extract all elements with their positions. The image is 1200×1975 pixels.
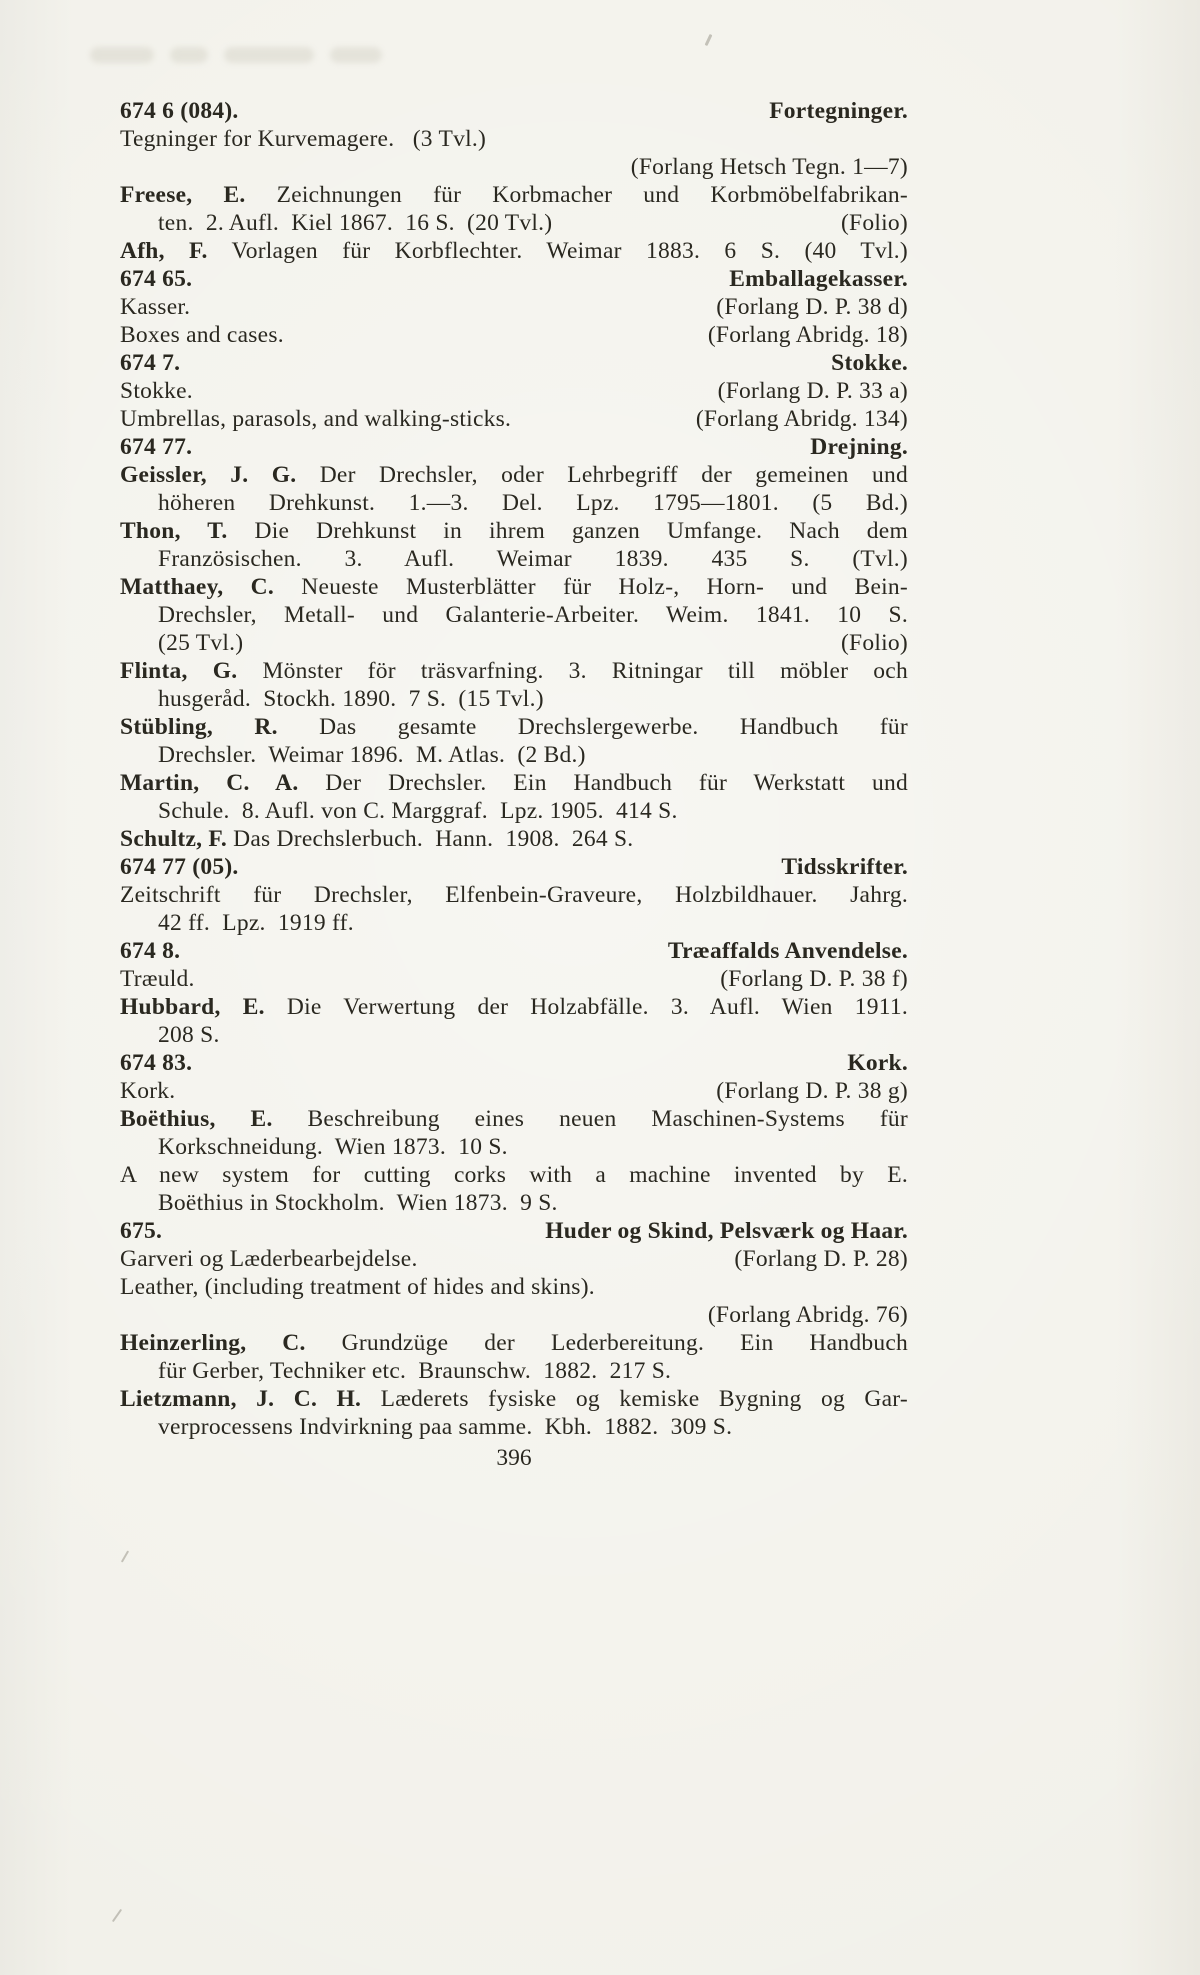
line-right (847, 1049, 908, 1077)
section-heading-line (120, 433, 908, 461)
entry-continuation-line (120, 545, 908, 573)
text-segment: höheren Drehkunst. 1.—3. Del. Lpz. 1795—1801. (5 Bd.) (158, 490, 908, 516)
text-segment: (Forlang Abridg. 18) (707, 322, 908, 348)
text-segment: Grundzüge der Lederbereitung. Ein Handbuch (305, 1330, 909, 1356)
bold-text-segment: Schultz, F. (120, 826, 227, 852)
text-segment: Stokke. (120, 378, 193, 404)
text-segment: (Forlang D. P. 38 f) (720, 966, 908, 992)
text-segment: (Forlang Hetsch Tegn. 1—7) (630, 154, 908, 180)
line-right (841, 209, 908, 237)
text-segment: Französischen. 3. Aufl. Weimar 1839. 435 S. (Tvl.) (158, 546, 908, 572)
text-segment: 208 S. (158, 1022, 220, 1048)
bold-text-segment: Thon, T. (120, 518, 228, 544)
entry-line (120, 825, 908, 853)
entry-continuation-line (120, 1413, 908, 1441)
entry-continuation-line (120, 797, 908, 825)
bold-text-segment: Kork. (847, 1050, 908, 1076)
line-left (120, 349, 180, 377)
bold-text-segment: Emballagekasser. (729, 266, 908, 292)
line-right (716, 1077, 908, 1105)
line-right (696, 405, 908, 433)
line-left (120, 293, 190, 321)
bold-text-segment: Stokke. (831, 350, 908, 376)
line-left (120, 97, 239, 125)
reference-line (120, 153, 908, 181)
line-left (158, 629, 243, 657)
line-right (668, 937, 908, 965)
line-left (120, 377, 193, 405)
entry-continuation-line (120, 1189, 908, 1217)
text-segment: Beschreibung eines neuen Maschinen-Systems für (272, 1106, 908, 1132)
text-segment: Die Verwertung der Holzabfälle. 3. Aufl. Wien 1911. (264, 994, 908, 1020)
section-heading-line (120, 1049, 908, 1077)
entry-continuation-line (120, 489, 908, 517)
bold-text-segment: Drejning. (810, 434, 908, 460)
text-segment: Das gesamte Drechslergewerbe. Handbuch für (277, 714, 909, 740)
text-segment: husgeråd. Stockh. 1890. 7 S. (15 Tvl.) (158, 686, 544, 712)
entry-line (120, 573, 908, 601)
bold-text-segment: 674 83. (120, 1050, 193, 1076)
entry-line (120, 1273, 908, 1301)
text-segment: Der Drechsler. Ein Handbuch für Werkstatt und (298, 770, 908, 796)
bold-text-segment: 674 8. (120, 938, 181, 964)
text-segment: (Forlang D. P. 38 g) (716, 1078, 908, 1104)
line-left (120, 433, 192, 461)
text-segment: Zeichnungen für Korbmacher und Korbmöbelfabrikan- (245, 182, 908, 208)
bold-text-segment: 674 77 (05). (120, 854, 239, 880)
text-segment: Boxes and cases. (120, 322, 284, 348)
entry-line (120, 1329, 908, 1357)
text-segment: Der Drechsler, oder Lehrbegriff der gemeinen und (296, 462, 908, 488)
text-segment: Die Drehkunst in ihrem ganzen Umfange. Nach dem (227, 518, 908, 544)
text-segment: (Forlang D. P. 28) (734, 1246, 908, 1272)
section-heading-line (120, 97, 908, 125)
entry-continuation-line (120, 1133, 908, 1161)
entry-continuation-line (120, 1357, 908, 1385)
bold-text-segment: Fortegninger. (769, 98, 908, 124)
entry-line (120, 517, 908, 545)
entry-line (120, 965, 908, 993)
entry-continuation-line (120, 209, 908, 237)
scan-artifact-mark (112, 1909, 122, 1922)
line-left (120, 1245, 418, 1273)
entry-line (120, 125, 908, 153)
bleedthrough-mark (90, 47, 382, 67)
bold-text-segment: Huder og Skind, Pelsværk og Haar. (545, 1218, 908, 1244)
entry-line (120, 1245, 908, 1273)
bold-text-segment: Afh, F. (120, 238, 208, 264)
bold-text-segment: 674 65. (120, 266, 193, 292)
text-segment: Kasser. (120, 294, 191, 320)
entry-line (120, 713, 908, 741)
bold-text-segment: Tidsskrifter. (781, 854, 908, 880)
text-segment: Vorlagen für Korbflechter. Weimar 1883. 6 S. (40 Tvl.) (207, 238, 908, 264)
line-left (120, 265, 192, 293)
section-heading-line (120, 937, 908, 965)
line-left (120, 853, 239, 881)
text-segment: Neueste Musterblätter für Holz-, Horn- und Bein- (274, 574, 908, 600)
line-left (120, 1049, 192, 1077)
bold-text-segment: Freese, E. (120, 182, 246, 208)
text-segment: Leather, (including treatment of hides and skins). (120, 1274, 595, 1300)
text-segment: (Forlang Abridg. 76) (707, 1302, 908, 1328)
line-left (120, 1077, 175, 1105)
text-segment: für Gerber, Techniker etc. Braunschw. 1882. 217 S. (158, 1358, 672, 1384)
line-left (120, 321, 284, 349)
bold-text-segment: Lietzmann, J. C. H. (120, 1386, 362, 1412)
entry-line (120, 237, 908, 265)
bold-text-segment: Hubbard, E. (120, 994, 265, 1020)
entry-line (120, 461, 908, 489)
text-segment: (Forlang D. P. 33 a) (717, 378, 908, 404)
bold-text-segment: 675. (120, 1218, 163, 1244)
entry-line (120, 405, 908, 433)
bold-text-segment: 674 77. (120, 434, 193, 460)
text-segment: (Folio) (840, 210, 908, 236)
entry-line (120, 881, 908, 909)
text-segment: Garveri og Læderbearbejdelse. (120, 1246, 418, 1272)
scan-artifact-mark (121, 1550, 129, 1562)
entry-line (120, 321, 908, 349)
line-right (841, 629, 908, 657)
text-segment: (Forlang D. P. 38 d) (716, 294, 908, 320)
page-text-block (120, 97, 908, 1441)
scan-artifact-mark (705, 34, 713, 46)
entry-line (120, 181, 908, 209)
section-heading-line (120, 1217, 908, 1245)
text-segment: verprocessens Indvirkning paa samme. Kbh. 1882. 309 S. (158, 1414, 733, 1440)
entry-continuation-line (120, 741, 908, 769)
text-segment: Træuld. (120, 966, 195, 992)
text-segment: Drechsler. Weimar 1896. M. Atlas. (2 Bd.) (158, 742, 586, 768)
text-segment: Læderets fysiske og kemiske Bygning og Gar- (361, 1386, 908, 1412)
line-right (720, 965, 908, 993)
line-right (781, 853, 908, 881)
entry-line (120, 293, 908, 321)
line-right (716, 293, 908, 321)
line-left (120, 965, 195, 993)
text-segment: (Folio) (840, 630, 908, 656)
bold-text-segment: Træaffalds Anvendelse. (667, 938, 908, 964)
line-right (545, 1217, 908, 1245)
entry-line (120, 1385, 908, 1413)
line-right (734, 1245, 908, 1273)
bold-text-segment: Boëthius, E. (120, 1106, 273, 1132)
line-right (769, 97, 908, 125)
bold-text-segment: Matthaey, C. (120, 574, 275, 600)
line-left (120, 937, 180, 965)
line-right (718, 377, 908, 405)
line-left (158, 209, 552, 237)
text-segment: ten. 2. Aufl. Kiel 1867. 16 S. (20 Tvl.) (158, 210, 553, 236)
reference-line (120, 1301, 908, 1329)
text-segment: A new system for cutting corks with a machine invented by E. (120, 1162, 908, 1188)
entry-continuation-line (120, 909, 908, 937)
section-heading-line (120, 349, 908, 377)
bold-text-segment: Martin, C. A. (120, 770, 299, 796)
text-segment: Tegninger for Kurvemagere. (3 Tvl.) (120, 126, 487, 152)
entry-line (120, 993, 908, 1021)
bold-text-segment: Flinta, G. (120, 658, 238, 684)
line-right (831, 349, 908, 377)
page-number: 396 (496, 1445, 532, 1471)
line-right (810, 433, 908, 461)
text-segment: Schule. 8. Aufl. von C. Marggraf. Lpz. 1905. 414 S. (158, 798, 678, 824)
entry-continuation-line (120, 1021, 908, 1049)
text-segment: Das Drechslerbuch. Hann. 1908. 264 S. (227, 826, 634, 852)
text-segment: Kork. (120, 1078, 176, 1104)
text-segment: (Forlang Abridg. 134) (695, 406, 908, 432)
bold-text-segment: 674 7. (120, 350, 181, 376)
entry-line (120, 1077, 908, 1105)
section-heading-line (120, 265, 908, 293)
entry-line (120, 769, 908, 797)
entry-continuation-line (120, 685, 908, 713)
bold-text-segment: 674 6 (084). (120, 98, 239, 124)
text-segment: (25 Tvl.) (158, 630, 244, 656)
entry-continuation-line (120, 601, 908, 629)
bold-text-segment: Geissler, J. G. (120, 462, 297, 488)
text-segment: Boëthius in Stockholm. Wien 1873. 9 S. (158, 1190, 558, 1216)
text-segment: Mönster för träsvarfning. 3. Ritningar till möbler och (237, 658, 908, 684)
entry-line (120, 1161, 908, 1189)
text-segment: Umbrellas, parasols, and walking-sticks. (120, 406, 512, 432)
section-heading-line (120, 853, 908, 881)
entry-line (120, 377, 908, 405)
line-right (708, 321, 908, 349)
text-segment: Zeitschrift für Drechsler, Elfenbein-Graveure, Holzbildhauer. Jahrg. (120, 882, 908, 908)
text-segment: 42 ff. Lpz. 1919 ff. (158, 910, 354, 936)
entry-continuation-line (120, 629, 908, 657)
line-left (120, 1217, 162, 1245)
entry-line (120, 657, 908, 685)
line-left (120, 405, 511, 433)
bold-text-segment: Stübling, R. (120, 714, 278, 740)
text-segment: Korkschneidung. Wien 1873. 10 S. (158, 1134, 508, 1160)
entry-line (120, 1105, 908, 1133)
line-right (729, 265, 908, 293)
bold-text-segment: Heinzerling, C. (120, 1330, 306, 1356)
text-segment: Drechsler, Metall- und Galanterie-Arbeiter. Weim. 1841. 10 S. (158, 602, 908, 628)
